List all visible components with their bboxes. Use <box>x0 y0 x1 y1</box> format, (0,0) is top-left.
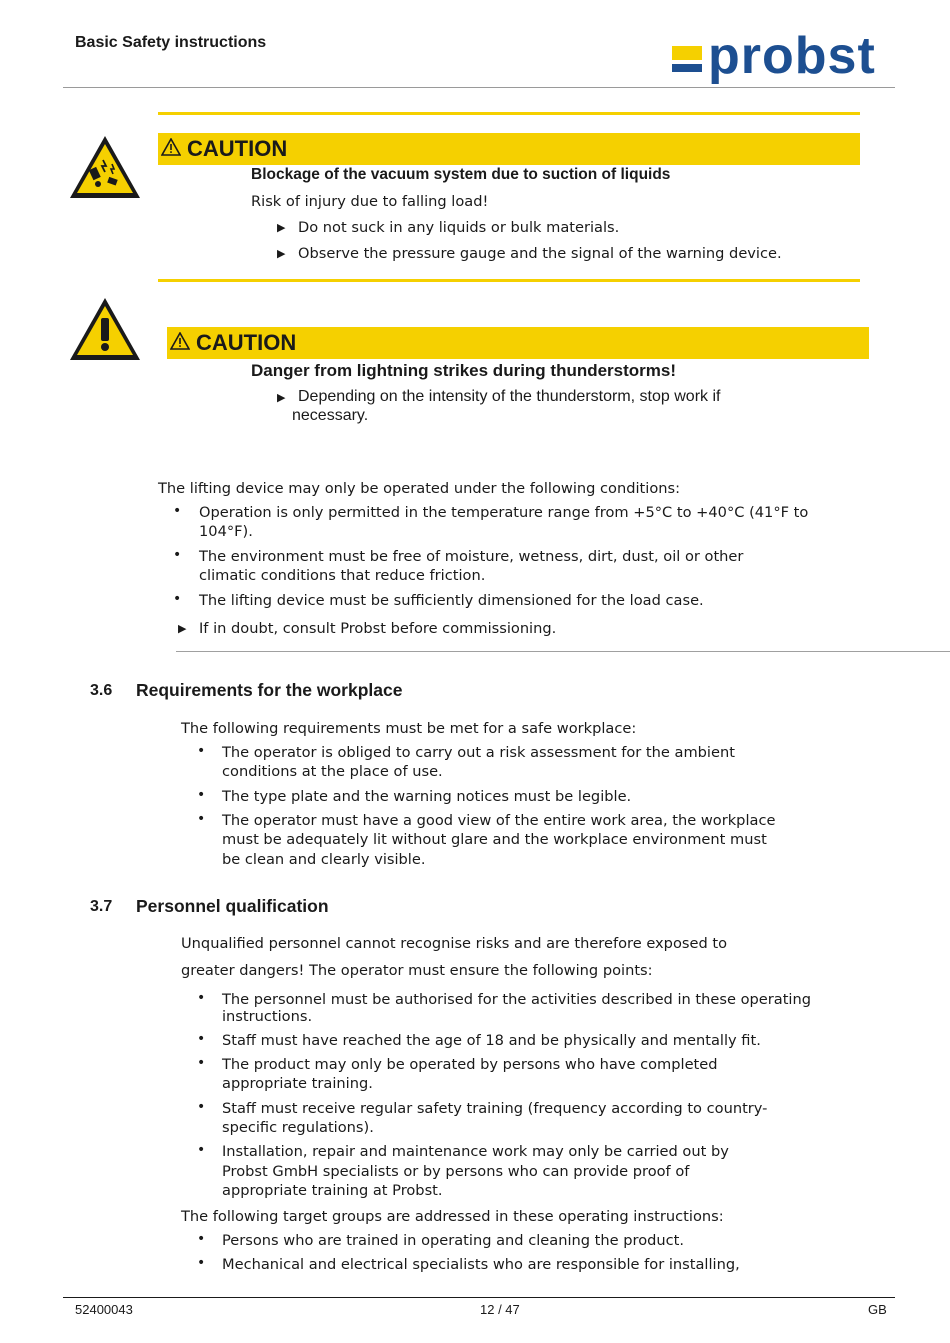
section-3-7-intro-line2: greater dangers! The operator must ensure the following points: <box>181 962 653 979</box>
section-3-6-item-2: The type plate and the warning notices must be legible. <box>222 788 632 805</box>
logo-mark-yellow <box>672 46 702 60</box>
footer-language: GB <box>868 1302 887 1317</box>
conditions-intro: The lifting device may only be operated under the following conditions: <box>158 480 681 497</box>
footer-doc-number: 52400043 <box>75 1302 133 1317</box>
bullet: • <box>173 503 182 519</box>
section-3-6-item-3-line3: be clean and clearly visible. <box>222 851 426 868</box>
action-arrow-icon: ▶ <box>277 391 286 404</box>
header-divider <box>63 87 895 88</box>
section-3-7-item-1-line2: instructions. <box>222 1008 313 1025</box>
page-header-title: Basic Safety instructions <box>75 34 267 51</box>
caution2-action-line2: necessary. <box>292 407 369 424</box>
bullet: • <box>173 547 182 563</box>
section-3-7-item-1-line1: The personnel must be authorised for the activities described in these operating <box>222 991 811 1008</box>
action-arrow-icon: ▶ <box>277 247 286 260</box>
bullet: • <box>197 990 206 1006</box>
action-arrow-icon: ▶ <box>178 622 187 635</box>
conditions-item-2-line1: The environment must be free of moisture, wetness, dirt, dust, oil or other <box>199 548 744 565</box>
section-3-7-item-4-line2: specific regulations). <box>222 1119 374 1136</box>
bullet: • <box>197 1231 206 1247</box>
bullet: • <box>197 787 206 803</box>
section-divider <box>176 651 950 652</box>
caution1-risk: Risk of injury due to falling load! <box>251 193 489 210</box>
section-3-7-intro-line1: Unqualified personnel cannot recognise risks and are therefore exposed to <box>181 935 728 952</box>
target-group-2: Mechanical and electrical specialists who are responsible for installing, <box>222 1256 740 1273</box>
caution1-banner <box>158 133 860 165</box>
section-3-7-item-5-line1: Installation, repair and maintenance work may only be carried out by <box>222 1143 729 1160</box>
caution2-action-line1: Depending on the intensity of the thunderstorm, stop work if <box>298 388 721 405</box>
conditions-item-2-line2: climatic conditions that reduce friction. <box>199 567 486 584</box>
section-3-7-item-2: Staff must have reached the age of 18 and be physically and mentally fit. <box>222 1032 761 1049</box>
section-3-7-item-5-line3: appropriate training at Probst. <box>222 1182 443 1199</box>
conditions-item-3: The lifting device must be sufficiently dimensioned for the load case. <box>199 592 704 609</box>
caution1-label: CAUTION <box>187 136 288 161</box>
bullet: • <box>197 1255 206 1271</box>
section-3-7-item-4-line1: Staff must receive regular safety training (frequency according to country- <box>222 1100 768 1117</box>
caution2-banner <box>167 327 869 359</box>
probst-logo <box>672 27 887 85</box>
section-3-6-item-3-line2: must be adequately lit without glare and the workplace environment must <box>222 831 767 848</box>
section-3-6-number: 3.6 <box>90 682 113 699</box>
conditions-item-1-line2: 104°F). <box>199 523 253 540</box>
section-3-7-item-3-line2: appropriate training. <box>222 1075 373 1092</box>
bullet: • <box>197 1055 206 1071</box>
caution2-label: CAUTION <box>196 330 297 355</box>
bullet: • <box>197 1142 206 1158</box>
bullet: • <box>197 811 206 827</box>
warning-triangle-icon <box>170 330 190 356</box>
footer-page-number: 12 / 47 <box>480 1302 520 1317</box>
caution2-heading: Danger from lightning strikes during thunderstorms! <box>251 361 677 380</box>
section-3-7-number: 3.7 <box>90 898 113 915</box>
section-3-7-item-3-line1: The product may only be operated by persons who have completed <box>222 1056 718 1073</box>
bullet: • <box>173 591 182 607</box>
target-group-1: Persons who are trained in operating and cleaning the product. <box>222 1232 685 1249</box>
logo-wordmark: probst <box>708 27 876 85</box>
section-3-6-intro: The following requirements must be met for a safe workplace: <box>181 720 637 737</box>
section-3-6-item-1-line2: conditions at the place of use. <box>222 763 443 780</box>
caution1-bottom-rule <box>158 279 860 282</box>
section-3-7-item-5-line2: Probst GmbH specialists or by persons who can provide proof of <box>222 1163 690 1180</box>
conditions-action: If in doubt, consult Probst before commissioning. <box>199 620 557 637</box>
bullet: • <box>197 1031 206 1047</box>
bullet: • <box>197 743 206 759</box>
general-warning-icon <box>68 296 142 362</box>
caution1-heading: Blockage of the vacuum system due to suction of liquids <box>251 166 671 183</box>
logo-mark-blue <box>672 64 702 72</box>
section-3-6-item-1-line1: The operator is obliged to carry out a risk assessment for the ambient <box>222 744 735 761</box>
falling-load-warning-icon <box>68 134 142 200</box>
conditions-item-1-line1: Operation is only permitted in the temperature range from +5°C to +40°C (41°F to <box>199 504 809 521</box>
warning-triangle-icon <box>161 136 181 162</box>
caution1-top-rule <box>158 112 860 115</box>
footer-divider <box>63 1297 895 1298</box>
section-3-6-item-3-line1: The operator must have a good view of the entire work area, the workplace <box>222 812 776 829</box>
section-3-6-title: Requirements for the workplace <box>136 680 403 700</box>
caution1-action-2: Observe the pressure gauge and the signal of the warning device. <box>298 245 782 262</box>
action-arrow-icon: ▶ <box>277 221 286 234</box>
section-3-7-title: Personnel qualification <box>136 896 329 916</box>
caution1-action-1: Do not suck in any liquids or bulk materials. <box>298 219 620 236</box>
target-groups-intro: The following target groups are addressed in these operating instructions: <box>181 1208 724 1225</box>
bullet: • <box>197 1099 206 1115</box>
